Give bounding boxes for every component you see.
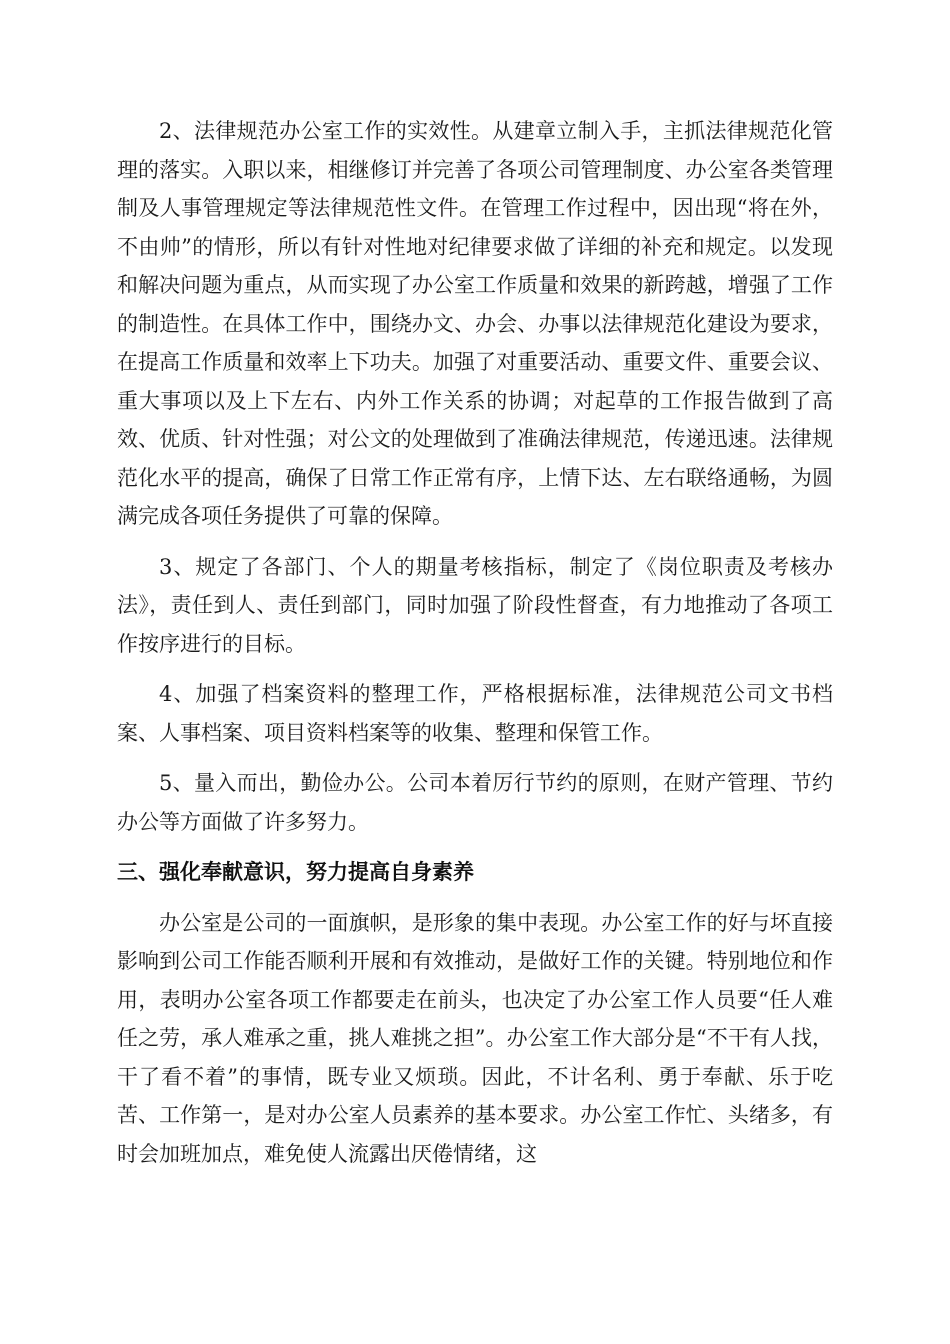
paragraph-item-4: 4、加强了档案资料的整理工作，严格根据标准，法律规范公司文书档案、人事档案、项目资料档案等的收集、整理和保管工作。 (117, 682, 833, 745)
paragraph-item-5: 5、量入而出，勤俭办公。公司本着厉行节约的原则，在财产管理、节约办公等方面做了许多努力。 (117, 771, 833, 834)
paragraph-item-3: 3、规定了各部门、个人的期量考核指标，制定了《岗位职责及考核办法》，责任到人、责任到部门，同时加强了阶段性督查，有力地推动了各项工作按序进行的目标。 (117, 554, 833, 656)
document-body (117, 112, 833, 1185)
section-heading: 三、强化奉献意识，努力提高自身素养 (117, 860, 474, 884)
paragraph-body: 办公室是公司的一面旗帜，是形象的集中表现。办公室工作的好与坏直接影响到公司工作能否顺利开展和有效推动，是做好工作的关键。特别地位和作用，表明办公室各项工作都要走在前头，也决定了办公室工作人员要“任人难任之劳，承人难承之重，挑人难挑之担”。办公室工作大部分是“不干有人找，干了看不着”的事情，既专业又烦琐。因此，不计名利、勇于奉献、乐于吃苦、工作第一，是对办公室人员素养的基本要求。办公室工作忙、头绪多，有时会加班加点，难免使人流露出厌倦情绪，这 (117, 910, 833, 1166)
paragraph-item-2: 2、法律规范办公室工作的实效性。从建章立制入手，主抓法律规范化管理的落实。入职以来，相继修订并完善了各项公司管理制度、办公室各类管理制及人事管理规定等法律规范性文件。在管理工作过程中，因出现“将在外，不由帅”的情形，所以有针对性地对纪律要求做了详细的补充和规定。以发现和解决问题为重点，从而实现了办公室工作质量和效果的新跨越，增强了工作的制造性。在具体工作中，围绕办文、办会、办事以法律规范化建设为要求，在提高工作质量和效率上下功夫。加强了对重要活动、重要文件、重要会议、重大事项以及上下左右、内外工作关系的协调；对起草的工作报告做到了高效、优质、针对性强；对公文的处理做到了准确法律规范，传递迅速。法律规范化水平的提高，确保了日常工作正常有序，上情下达、左右联络通畅，为圆满完成各项任务提供了可靠的保障。 (117, 119, 833, 528)
